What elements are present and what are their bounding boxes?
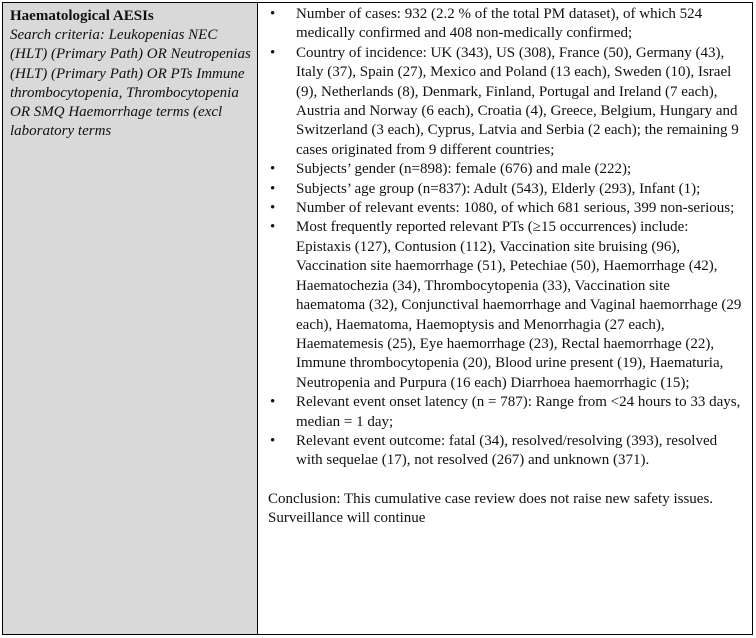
item-text-age-group: Subjects’ age group (n=837): Adult (543), Elderly (293), Infant (1);: [296, 180, 701, 197]
aesi-title: Haematological AESIs: [10, 8, 154, 24]
bullet-icon: •: [270, 161, 276, 178]
list-item: [268, 44, 742, 160]
item-text-frequent-pts: Most frequently reported relevant PTs (≥15 occurrences) include: Epistaxis (127), Contusion (112), Vaccination site bruising (96), Vaccination site haemorrhage (51), Petechiae (50), Haemorrhage (42), Haematochezia (34), Thrombocytopenia (33), Vaccination site haematoma (32), Conjunctival haemorrhage and Vaginal haemorrhage (29 each), Haematoma, Haemoptysis and Menorrhagia (27 each), Haematemesis (25), Eye haemorrhage (23), Rectal haemorrhage (22), Immune thrombocytopenia (20), Blood urine present (19), Haematuria, Neutropenia and Purpura (16 each) Diarrhoea haemorrhagic (15);: [296, 219, 742, 391]
aesi-table: [2, 2, 753, 635]
bullet-icon: •: [270, 6, 276, 22]
list-item: [268, 393, 742, 432]
aesi-summary-cell: [258, 3, 752, 634]
bullet-icon: •: [270, 219, 276, 236]
bullet-icon: •: [270, 180, 276, 197]
bullet-icon: •: [270, 200, 276, 217]
aesi-category-cell: [3, 3, 258, 634]
list-item: [268, 432, 742, 471]
bullet-icon: •: [270, 432, 276, 449]
list-item: [268, 180, 742, 199]
list-item: [268, 160, 742, 179]
item-text-country: Country of incidence: UK (343), US (308), France (50), Germany (43), Italy (37), Spain (27), Mexico and Poland (13 each), Sweden (10), Israel (9), Netherlands (8), Denmark, Finland, Portugal and Ireland (7 each), Austria and Norway (6 each), Croatia (4), Greece, Belgium, Hungary and Switzerland (3 each), Cyprus, Latvia and Serbia (2 each); the remaining 9 cases originated from 9 different countries;: [296, 44, 739, 158]
item-text-cases: Number of cases: 932 (2.2 % of the total PM dataset), of which 524 medically confirmed and 408 non-medically confirmed;: [296, 6, 703, 42]
bullet-icon: •: [270, 394, 276, 411]
search-criteria: Search criteria: Leukopenias NEC (HLT) (Primary Path) OR Neutropenias (HLT) (Primary Path) OR PTs Immune thrombocytopenia, Thrombocytopenia OR SMQ Haemorrhage terms (excl laboratory terms: [10, 27, 251, 140]
item-text-events: Number of relevant events: 1080, of which 681 serious, 399 non-serious;: [296, 200, 735, 217]
item-text-outcome: Relevant event outcome: fatal (34), resolved/resolving (393), resolved with sequelae (17), not resolved (267) and unknown (371).: [296, 432, 718, 469]
list-item: [268, 5, 742, 44]
item-text-gender: Subjects’ gender (n=898): female (676) and male (222);: [296, 161, 632, 178]
conclusion-text: Conclusion: This cumulative case review does not raise new safety issues. Surveillance will continue: [268, 490, 714, 527]
list-item: [268, 218, 742, 393]
bullet-icon: •: [270, 44, 276, 61]
list-item: [268, 199, 742, 218]
item-text-latency: Relevant event onset latency (n = 787): Range from <24 hours to 33 days, median = 1 day;: [296, 394, 741, 430]
summary-list: [268, 5, 742, 471]
